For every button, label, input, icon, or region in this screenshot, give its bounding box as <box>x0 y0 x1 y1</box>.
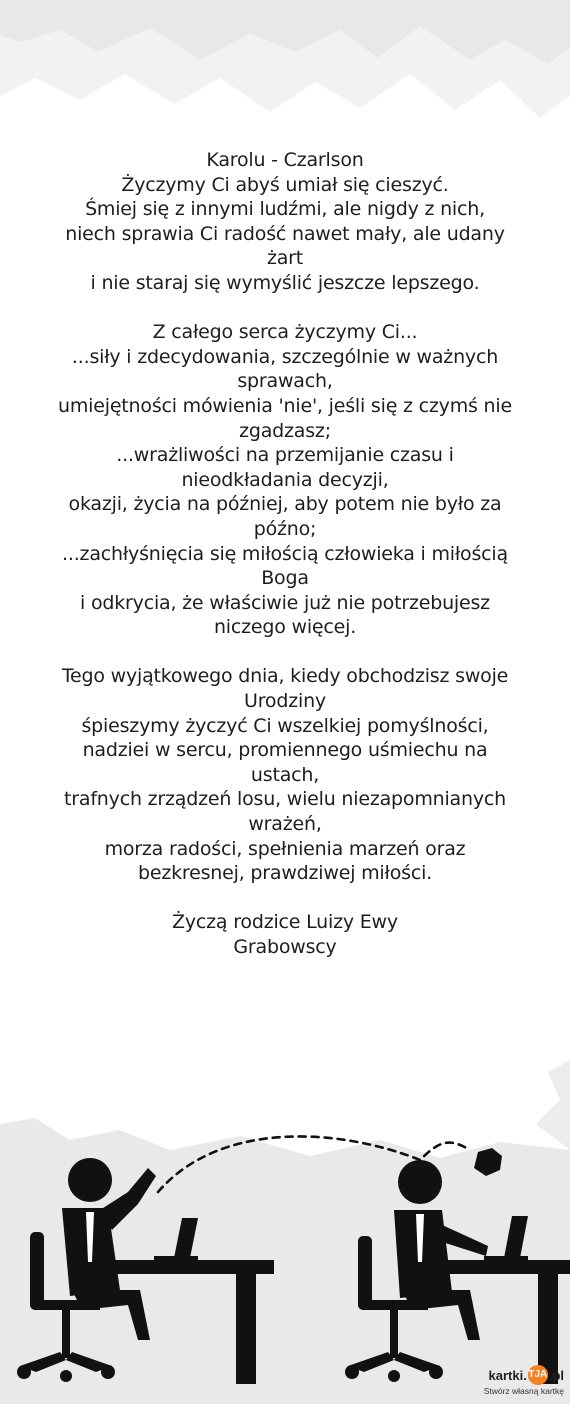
brand-logo <box>484 1365 564 1385</box>
kartki-tja-watermark <box>484 1365 564 1396</box>
wishes-line: morza radości, spełnienia marzeń oraz <box>104 837 466 860</box>
wishes-line: ...siły i zdecydowania, szczególnie w ważnych <box>71 345 499 368</box>
wishes-line: niech sprawia Ci radość nawet mały, ale udany <box>65 222 505 245</box>
wishes-line: żart <box>266 247 304 270</box>
wishes-line: okazji, życia na później, aby potem nie było za <box>68 493 502 516</box>
wishes-line: późno; <box>253 517 317 540</box>
wishes-line: trafnych zrządzeń losu, wielu niezapomnianych <box>64 788 506 811</box>
wishes-line: umiejętności mówienia 'nie', jeśli się z czymś nie <box>58 394 512 417</box>
office-illustration <box>0 1090 570 1404</box>
wishes-line: wrażeń, <box>248 813 322 836</box>
wishes-line: Życzymy Ci abyś umiał się cieszyć. <box>121 173 449 196</box>
wishes-line: Grabowscy <box>233 936 337 958</box>
wishes-line: nadziei w sercu, promiennego uśmiechu na <box>82 739 488 762</box>
person-at-laptop-icon <box>345 1160 570 1384</box>
brand-name-suffix: .pl <box>548 1367 564 1383</box>
wishes-line: Urodziny <box>244 690 326 713</box>
brand-tja-badge: TJA <box>528 1365 548 1385</box>
wishes-line: ustach, <box>250 763 320 786</box>
wishes-line: bezkresnej, prawdziwej miłości. <box>138 862 432 885</box>
brand-name-prefix: kartki. <box>488 1367 527 1383</box>
wishes-text <box>20 148 550 960</box>
wishes-line: i odkrycia, że właściwie już nie potrzebujesz <box>80 591 490 614</box>
wishes-line: niczego więcej. <box>213 616 357 639</box>
wishes-line: Śmiej się z innymi ludźmi, ale nigdy z nich, <box>85 198 485 221</box>
wishes-line: sprawach, <box>237 370 333 393</box>
wishes-line: i nie staraj się wymyślić jeszcze lepszego. <box>90 271 480 294</box>
wishes-line: ...wrażliwości na przemijanie czasu i <box>116 444 454 467</box>
wishes-line: zgadzasz; <box>239 419 331 442</box>
wishes-line: śpieszymy życzyć Ci wszelkiej pomyślności, <box>81 714 489 737</box>
person-at-laptop-throwing-icon <box>17 1158 274 1384</box>
wishes-line: Życzą rodzice Luizy Ewy <box>172 911 398 934</box>
stanza-gap <box>20 640 550 665</box>
wishes-line: nieodkładania decyzji, <box>181 468 389 491</box>
stanza-gap <box>20 296 550 321</box>
brand-tagline: Stwórz własną kartkę <box>483 1386 564 1396</box>
wishes-line: Boga <box>261 567 309 590</box>
wishes-line: Karolu - Czarlson <box>206 149 364 171</box>
stanza-gap <box>20 886 550 911</box>
wishes-line: ...zachłyśnięcia się miłością człowieka i miłością <box>62 542 508 565</box>
wishes-line: Z całego serca życzymy Ci... <box>152 321 418 344</box>
crumpled-paper-ball-icon <box>474 1148 502 1176</box>
wishes-line: Tego wyjątkowego dnia, kiedy obchodzisz swoje <box>61 665 509 688</box>
